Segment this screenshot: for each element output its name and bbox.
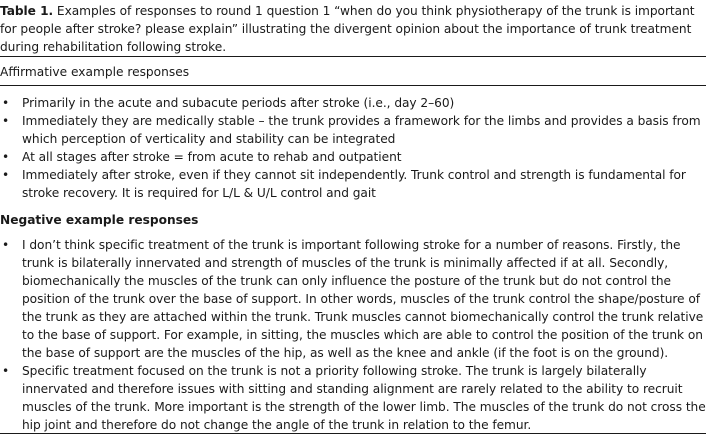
response-text: At all stages after stroke = from acute to rehab and outpatient — [22, 150, 402, 164]
response-text: I don’t think specific treatment of the trunk is important following stroke for a number of reasons. Firstly, the trunk is bilaterally innervated and strength of muscles of the trunk is minimally affected if at all. Secondly, biomechanically the muscles of the trunk can only influence the posture of the trunk but do not control the position of the trunk over the base of support. In other words, muscles of the trunk control the shape/posture of the trunk as they are attached within the trunk. Trunk muscles cannot biomechanically control the trunk relative to the base of support. For example, in sitting, the muscles which are able to control the position of the trunk on the base of support are the muscles of the hip, as well as the knee and ankle (if the foot is on the ground). — [22, 238, 704, 360]
response-text: Immediately after stroke, even if they cannot sit independently. Trunk control and strength is fundamental for stroke recovery. It is required for L/L & U/L control and gait — [22, 168, 686, 200]
list-item — [0, 148, 706, 166]
list-item — [0, 112, 706, 148]
bullet-icon: • — [2, 238, 10, 252]
negative-list — [0, 236, 706, 434]
bullet-icon: • — [2, 168, 10, 182]
table-bottom-rule — [0, 433, 706, 434]
list-item — [0, 166, 706, 202]
table-caption-text: Examples of responses to round 1 question 1 “when do you think physiotherapy of the trunk is important for people after stroke? please explain” illustrating the divergent opinion about the importance of trunk treatment during rehabilitation following stroke. — [0, 4, 695, 54]
response-text: Specific treatment focused on the trunk is not a priority following stroke. The trunk is largely bilaterally innervated and therefore issues with sitting and standing alignment are rarely related to the ability to recruit muscles of the trunk. More important is the strength of the lower limb. The muscles of the trunk do not cross the hip joint and therefore do not change the angle of the trunk in relation to the femur. — [22, 364, 706, 432]
table-caption — [0, 2, 704, 56]
affirmative-heading: Affirmative example responses — [0, 65, 190, 79]
response-text: Primarily in the acute and subacute periods after stroke (i.e., day 2–60) — [22, 96, 455, 110]
negative-heading: Negative example responses — [0, 213, 199, 227]
bullet-icon: • — [2, 114, 10, 128]
table-top-rule — [0, 56, 706, 57]
affirmative-heading-rule — [0, 85, 706, 86]
list-item — [0, 362, 706, 434]
affirmative-list — [0, 94, 706, 202]
response-text: Immediately they are medically stable – the trunk provides a framework for the limbs and provides a basis from which perception of verticality and stability can be integrated — [22, 114, 701, 146]
list-item — [0, 236, 706, 362]
bullet-icon: • — [2, 96, 10, 110]
table-caption-label: Table 1. — [0, 4, 54, 18]
bullet-icon: • — [2, 364, 10, 378]
bullet-icon: • — [2, 150, 10, 164]
list-item — [0, 94, 706, 112]
